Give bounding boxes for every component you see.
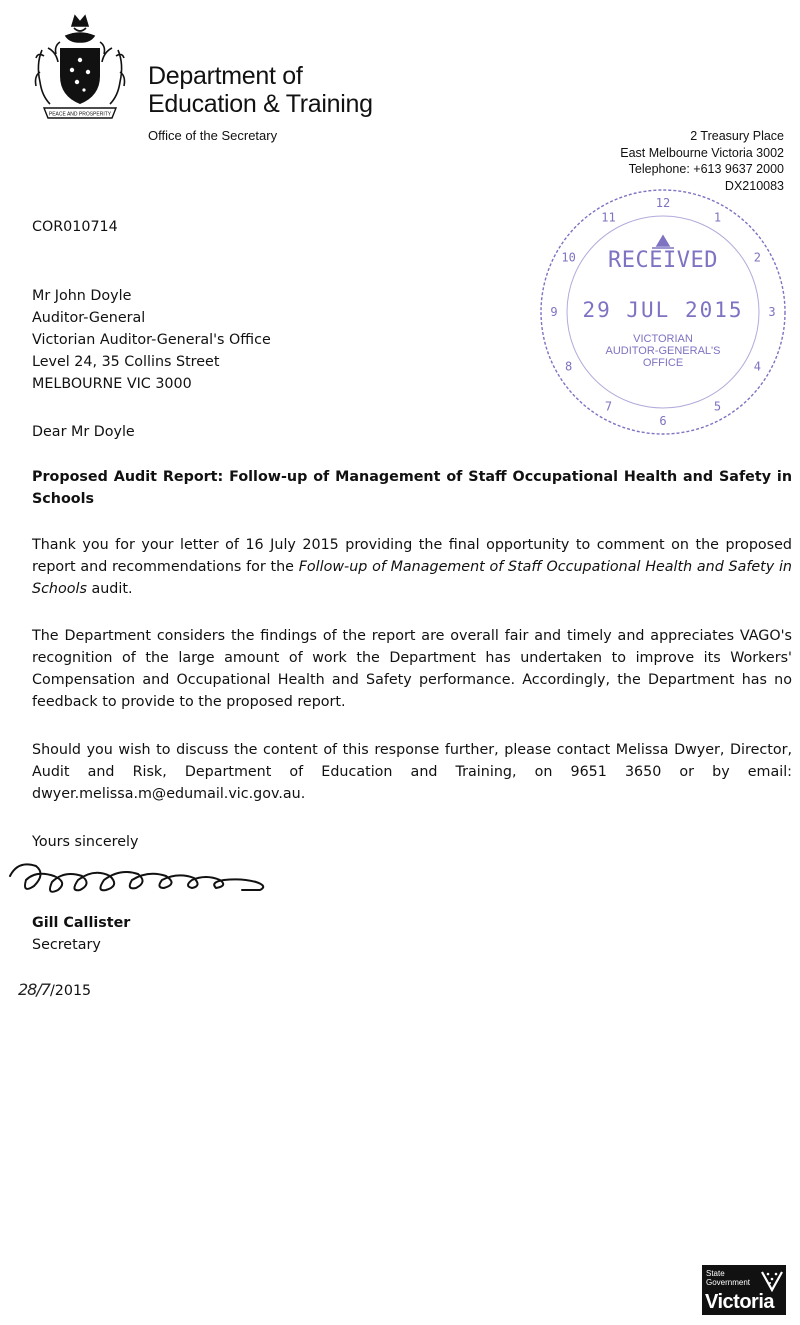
- paragraph-1-text: Thank you for your letter of 16 July 2015 providing the final opportunity to comment on the proposed report and recommendations for the: [32, 537, 792, 575]
- salutation: Dear Mr Doyle: [32, 424, 135, 440]
- stamp-date: 29 JUL 2015: [582, 298, 744, 322]
- department-name-line1: Department of: [148, 62, 303, 90]
- stamp-clock-number: 7: [604, 399, 613, 414]
- stamp-office-line: AUDITOR-GENERAL'S: [605, 345, 721, 357]
- stamp-clock-number: 10: [561, 250, 576, 265]
- paragraph-1-end: audit.: [86, 581, 133, 597]
- stamp-clock-number: 1: [713, 210, 722, 225]
- stamp-clock-number: 2: [753, 250, 762, 265]
- paragraph-2: The Department considers the findings of the report are overall fair and timely and appreciates VAGO's recognition of the large amount of work the Department has undertaken to improve its Workers' Compensation and Occupational Health and Safety performance. Accordingly, the Department has no feedback to provide to the proposed report.: [32, 628, 792, 710]
- signatory-name: Gill Callister: [32, 915, 131, 931]
- stamp-office-line: OFFICE: [642, 357, 684, 369]
- stamp-received-label: RECEIVED: [608, 248, 718, 273]
- signature-icon: [6, 852, 276, 902]
- state-government-victoria-logo: [702, 1265, 786, 1315]
- department-name: [148, 62, 373, 118]
- address-line: DX210083: [724, 178, 784, 193]
- recipient-line: Mr John Doyle: [32, 288, 132, 304]
- stamp-office-line: VICTORIAN: [633, 333, 693, 345]
- recipient-address: [32, 285, 271, 395]
- closing: Yours sincerely: [32, 834, 139, 850]
- signatory-title: Secretary: [32, 937, 101, 953]
- recipient-line: Victorian Auditor-General's Office: [32, 332, 271, 348]
- sender-address: [620, 128, 784, 194]
- stamp-clock-number: 9: [550, 305, 558, 319]
- recipient-line: MELBOURNE VIC 3000: [32, 376, 192, 392]
- stamp-clock-number: 8: [564, 359, 573, 374]
- logo-line2: Government: [706, 1278, 751, 1287]
- stamp-clock-number: 11: [601, 210, 616, 225]
- department-name-line2: Education & Training: [148, 90, 373, 118]
- stamp-clock-number: 5: [713, 399, 722, 414]
- subject-line: Proposed Audit Report: Follow-up of Management of Staff Occupational Health and Safety in Schools: [32, 469, 792, 507]
- stamp-clock-number: 6: [659, 414, 667, 428]
- handwritten-date: 28/7: [18, 980, 50, 999]
- address-line: 2 Treasury Place: [690, 129, 784, 143]
- date-year: /2015: [49, 983, 92, 999]
- recipient-line: Auditor-General: [32, 310, 146, 326]
- paragraph-1: [32, 534, 792, 600]
- paragraph-3: Should you wish to discuss the content of this response further, please contact Melissa Dwyer, Director, Audit and Risk, Department of Education and Training, on 9651 3650 or by email: dwyer.melissa.m@edumail.vic.gov.au.: [32, 742, 792, 802]
- coat-of-arms-icon: [30, 12, 130, 124]
- stamp-office: [534, 333, 792, 369]
- stamp-clock-number: 3: [768, 305, 776, 319]
- letter-date: [18, 980, 91, 999]
- received-stamp-icon: [534, 186, 792, 438]
- logo-name: Victoria: [705, 1291, 774, 1313]
- recipient-line: Level 24, 35 Collins Street: [32, 354, 220, 370]
- stamp-clock-number: 12: [655, 196, 671, 210]
- crest-motto: PEACE AND PROSPERITY: [48, 111, 112, 118]
- stamp-clock-number: 4: [753, 359, 762, 374]
- logo-stars-icon: [760, 1268, 784, 1292]
- audit-title: Follow-up of Management of Staff Occupational Health and Safety in Schools: [32, 559, 792, 597]
- reference-number: COR010714: [32, 219, 118, 235]
- office-name: Office of the Secretary: [148, 128, 278, 143]
- address-line: Telephone: +613 9637 2000: [628, 162, 784, 176]
- address-line: East Melbourne Victoria 3002: [620, 145, 784, 160]
- logo-line1: State: [706, 1269, 725, 1278]
